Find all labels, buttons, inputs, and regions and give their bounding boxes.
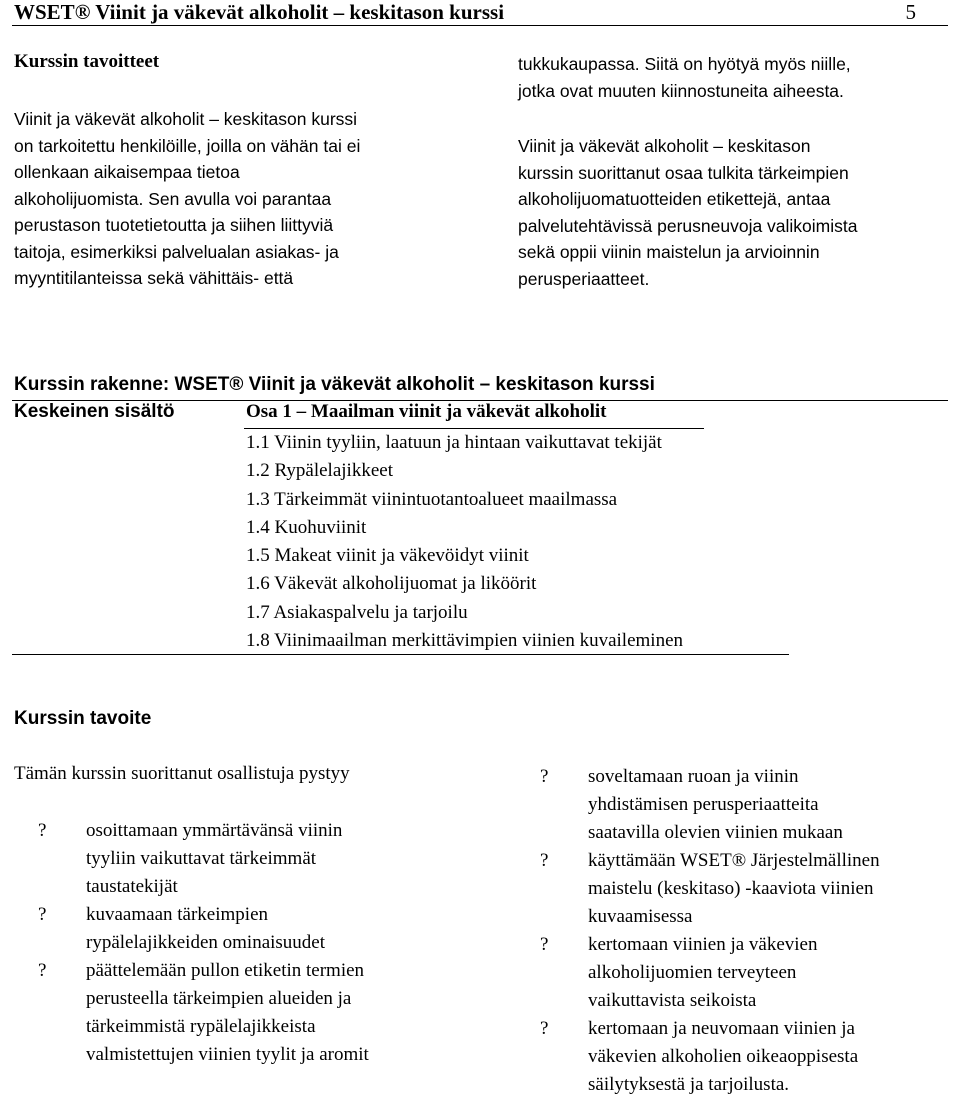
text-line: yhdistämisen perusperiaatteita: [588, 794, 819, 815]
text-line: tyyliin vaikuttavat tärkeimmät: [86, 848, 317, 869]
text-line: vaikuttavista seikoista: [588, 990, 757, 1011]
text-line: valmistettujen viinien tyylit ja aromit: [86, 1044, 369, 1065]
text-line: taitoja, esimerkiksi palvelualan asiakas- ja: [14, 241, 339, 262]
text-line: kuvaamaan tärkeimpien: [86, 904, 269, 925]
text-line: on tarkoitettu henkilöille, joilla on vähän tai ei: [14, 135, 361, 156]
text-line: alkoholijuomien terveyteen: [588, 962, 797, 983]
text-line: Viinit ja väkevät alkoholit – keskitason kurssi: [14, 109, 358, 129]
goals-left-paragraph: [14, 106, 360, 292]
objective-left-list: [38, 817, 369, 1069]
list-item: 1.7 Asiakaspalvelu ja tarjoilu: [246, 601, 468, 623]
bullet-glyph: ?: [540, 850, 549, 871]
list-item: [540, 763, 880, 847]
text-line: kertomaan ja neuvomaan viinien ja: [588, 1018, 855, 1039]
text-line: kuvaamisessa: [588, 906, 693, 927]
text-line: päättelemään pullon etiketin termien: [86, 960, 365, 981]
objective-heading: Kurssin tavoite: [14, 708, 152, 729]
page-number: 5: [905, 0, 916, 24]
bullet-glyph: ?: [540, 934, 549, 955]
text-line: Viinit ja väkevät alkoholit – keskitason: [518, 136, 811, 156]
text-line: taustatekijät: [86, 876, 178, 897]
list-item: [38, 957, 369, 1069]
list-item: [540, 847, 880, 931]
list-item: 1.8 Viinimaailman merkittävimpien viinien kuvaileminen: [246, 630, 683, 652]
goals-right-paragraph-1: [518, 51, 851, 104]
text-line: kertomaan viinien ja väkevien: [588, 934, 818, 955]
text-line: alkoholijuomatuotteiden etikettejä, antaa: [518, 189, 831, 209]
text-line: myyntitilanteissa sekä vähittäis- että: [14, 268, 294, 288]
objective-intro: Tämän kurssin suorittanut osallistuja pystyy: [14, 763, 350, 784]
list-item: 1.4 Kuohuviinit: [246, 516, 367, 538]
list-item: [38, 901, 369, 957]
text-line: väkevien alkoholien oikeaoppisesta: [588, 1046, 859, 1067]
bullet-glyph: ?: [38, 904, 47, 925]
text-line: palvelutehtävissä perusneuvoja valikoimista: [518, 215, 858, 236]
structure-part-title: Osa 1 – Maailman viinit ja väkevät alkoholit: [246, 401, 607, 422]
page-header-title: WSET® Viinit ja väkevät alkoholit – keskitason kurssi: [14, 0, 505, 24]
text-line: säilytyksestä ja tarjoilusta.: [588, 1074, 790, 1095]
list-item: 1.5 Makeat viinit ja väkevöidyt viinit: [246, 545, 529, 567]
list-item: 1.1 Viinin tyyliin, laatuun ja hintaan vaikuttavat tekijät: [246, 432, 662, 453]
header-divider: [12, 25, 948, 26]
list-item: 1.6 Väkevät alkoholijuomat ja liköörit: [246, 573, 537, 595]
list-item: [38, 817, 369, 901]
text-line: perusperiaatteet.: [518, 268, 650, 289]
text-line: käyttämään WSET® Järjestelmällinen: [588, 850, 880, 871]
text-line: saatavilla olevien viinien mukaan: [588, 822, 843, 843]
text-line: osoittamaan ymmärtävänsä viinin: [86, 820, 343, 841]
structure-item-list: [246, 429, 683, 655]
structure-content-label: Keskeinen sisältö: [14, 401, 175, 422]
list-item: 1.2 Rypälelajikkeet: [246, 460, 393, 482]
goals-heading: Kurssin tavoitteet: [14, 51, 160, 72]
text-line: maistelu (keskitaso) -kaaviota viinien: [588, 878, 874, 899]
text-line: jotka ovat muuten kiinnostuneita aiheesta.: [518, 80, 844, 101]
bullet-glyph: ?: [38, 820, 47, 841]
text-line: perustason tuotetietoutta ja siihen liittyviä: [14, 215, 334, 235]
text-line: alkoholijuomista. Sen avulla voi parantaa: [14, 188, 332, 209]
text-line: sekä oppii viinin maistelun ja arvioinnin: [518, 242, 820, 262]
goals-right-paragraph-2: [518, 133, 858, 292]
text-line: tukkukaupassa. Siitä on hyötyä myös niille,: [518, 54, 851, 74]
text-line: ollenkaan aikaisempaa tietoa: [14, 162, 240, 182]
bullet-glyph: ?: [38, 960, 47, 981]
structure-divider-bottom: [12, 654, 789, 655]
bullet-glyph: ?: [540, 1018, 549, 1039]
structure-title: Kurssin rakenne: WSET® Viinit ja väkevät alkoholit – keskitason kurssi: [14, 374, 655, 395]
text-line: tärkeimmistä rypälelajikkeista: [86, 1016, 316, 1037]
list-item: 1.3 Tärkeimmät viinintuotantoalueet maailmassa: [246, 488, 618, 510]
text-line: soveltamaan ruoan ja viinin: [588, 766, 799, 787]
bullet-glyph: ?: [540, 766, 549, 787]
list-item: [540, 1015, 880, 1099]
text-line: perusteella tärkeimpien alueiden ja: [86, 988, 352, 1009]
objective-right-list: [540, 763, 880, 1099]
text-line: rypälelajikkeiden ominaisuudet: [86, 932, 326, 953]
text-line: kurssin suorittanut osaa tulkita tärkeimpien: [518, 162, 849, 183]
list-item: [540, 931, 880, 1015]
